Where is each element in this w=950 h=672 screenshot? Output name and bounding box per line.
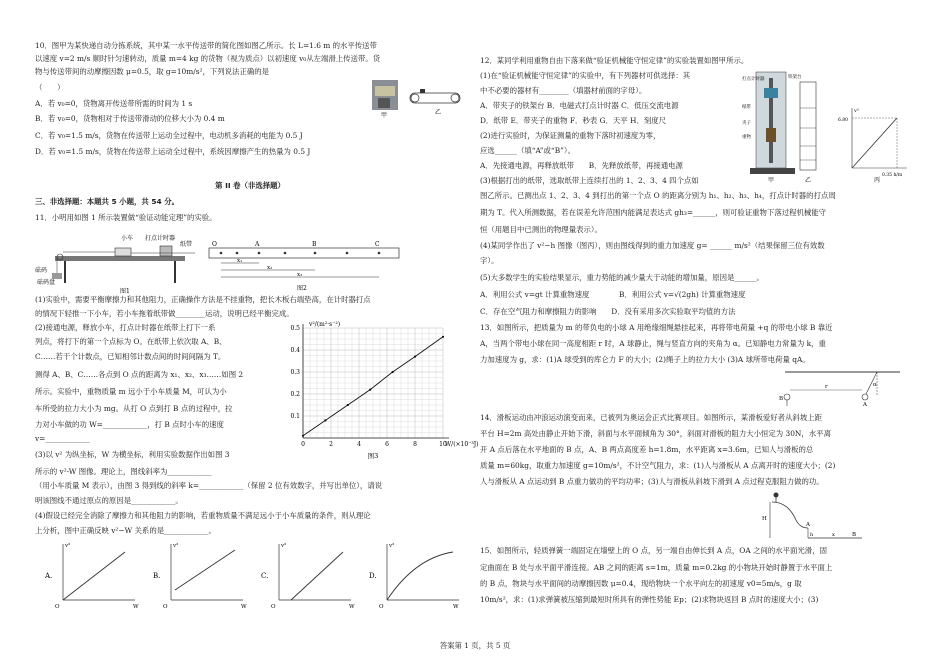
q10-line: 物与传送带间的动摩擦因数 μ=0.5，取 g=10m/s²，下列说法正确的是 [35, 67, 270, 76]
svg-text:B.: B. [153, 572, 161, 580]
svg-text:乙: 乙 [805, 177, 812, 184]
fig-yi-label: 乙 [434, 109, 442, 116]
section3-title: 三、非选择题：本题共 5 小题，共 54 分。 [35, 197, 179, 206]
q10-line: （ ） [35, 83, 65, 92]
q15-line: 15．如图所示，轻质弹簧一端固定在墙壁上的 O 点，另一端自由伸长到 A 点，OA 之间的水平面光滑，固 [480, 546, 827, 555]
q13-line: A，当两个带电小球在同一高度相距 r 时，A 球静止，绳与竖直方向的夹角为 α。已知静电力常量为 k，重 [480, 339, 826, 348]
fig2-caption: 图2 [297, 285, 307, 292]
q11-line: (3)以 v² 为纵坐标，W 为横坐标，利用实验数据作出如图 3 [35, 450, 230, 459]
svg-text:v²: v² [65, 543, 71, 549]
svg-text:h: h [810, 532, 814, 538]
svg-text:0.35 h/m: 0.35 h/m [882, 173, 903, 178]
svg-text:v²: v² [389, 543, 395, 549]
svg-text:O: O [379, 604, 384, 610]
svg-text:O: O [163, 604, 168, 610]
q10-line: 10．图甲为某快递自动分拣系统，其中某一水平传送带的简化图如图乙所示。长 L=1.6 m 的水平传送带 [35, 41, 377, 50]
svg-text:甲: 甲 [768, 177, 775, 184]
q14-line: 人与滑板从 A 点运动到 B 点重力做功的平均功率；(3)人与滑板从斜坡下滑到 A 点过程克服阻力做的功。 [480, 477, 824, 486]
svg-text:C.: C. [261, 572, 269, 580]
x-tick-label: 10 [439, 441, 447, 448]
label-pan: 砝码盘 [37, 279, 56, 286]
q12-line: 应选______（填“A”或“B”）。 [480, 146, 576, 155]
svg-text:r: r [825, 384, 828, 390]
q14-line: 开 A 点后落在水平地面的 B 点，A、B 两点高度差 h=1.8m，水平距离 x=3.6m，已知人与滑板的总 [480, 445, 814, 454]
x-tick-label: 4 [357, 441, 361, 448]
fig-jia-label: 甲 [380, 112, 388, 119]
dim-x2: x₂ [267, 265, 273, 271]
part2-title: 第 II 卷（非选择题） [215, 181, 285, 190]
q11-line: (2)接通电源，释放小车，打点计时器在纸带上打下一系 [35, 323, 216, 332]
data-point [442, 336, 444, 338]
x-tick-label: 0 [301, 441, 305, 448]
q12-line: (2)进行实验时，为保证测量的重物下落时初速度为零， [480, 131, 661, 140]
q12-line: D．纸带 E．带夹子的重物 F．秒表 G．天平 H．刻度尺 [480, 116, 667, 125]
q13-line: 力加速度为 g，求：(1)A 球受到的库仑力 F 的大小；(2)绳子上的拉力大小 (3)A 球所带电荷量 qA。 [480, 355, 810, 364]
q12-line: (3)根据打出的纸带，选取纸带上连续打出的 1、2、3、4 四个点如 [480, 176, 699, 185]
q12-line: (1)在“验证机械能守恒定律”的实验中，有下列器材可供选择：其 [480, 71, 691, 80]
point-c: C [375, 241, 380, 248]
svg-text:D.: D. [369, 572, 377, 580]
q10-option-d: D．若 v₀=1.5 m/s，货物在传送带上运动全过程中，系统因摩擦产生的热量为 0.5 J [35, 147, 311, 156]
svg-text:W: W [133, 604, 139, 610]
q14-line: 平台 H=2m 高处由静止开始下滑，斜面与水平面倾角为 30°，斜面对滑板的阻力大小恒定为 30N，水平离 [480, 429, 831, 438]
page-footer: 答案第 1 页，共 5 页 [439, 641, 511, 650]
q12-line: 恒（用题目中已测出的物理量表示）。 [480, 225, 602, 234]
x-axis-label: W/(×10⁻³J) [445, 441, 479, 448]
label-tape: 纸带 [180, 241, 193, 248]
svg-text:6.80: 6.80 [838, 118, 849, 123]
q10-line: 以速度 v=2 m/s 顺时针匀速转动，质量 m=4 kg 的货物（视为质点）以初速度 v₀从左端滑上传送带。货 [35, 54, 381, 63]
svg-text:v²: v² [854, 108, 859, 114]
q12-line: 中不必要的器材有________（填器材前面的字母）。 [480, 86, 647, 95]
fig1-caption: 图1 [120, 288, 130, 295]
svg-text:重物: 重物 [742, 135, 751, 140]
option-c-graph [261, 542, 355, 610]
svg-text:A: A [863, 402, 867, 408]
svg-text:A: A [806, 522, 810, 528]
chart-caption: 图3 [367, 452, 379, 460]
q11-line: 车所受的拉力大小为 mg。从打 O 点到打 B 点的过程中，拉 [35, 404, 233, 413]
q10-option-a: A．若 v₀=0，货物离开传送带所需的时间为 1 s [35, 99, 193, 108]
x-tick-label: 2 [329, 441, 333, 448]
svg-text:W: W [349, 604, 355, 610]
data-point [414, 356, 416, 358]
q11-line: 所示。实验中，重物质量 m 远小于小车质量 M，可认为小 [35, 387, 227, 396]
q15-line: 的 B 点，物块与水平面间的动摩擦因数 μ=0.4，现给物块一个水平向左的初速度 v0=5m/s，g 取 [480, 579, 802, 588]
svg-text:x: x [832, 532, 835, 538]
dim-x3: x₃ [297, 272, 303, 278]
q11-line: 明该图线不通过原点的原因是____________。 [35, 496, 183, 505]
q11-line: 所示的 v²-W 图像。理论上，图线斜率为____________ [35, 467, 212, 476]
data-point [347, 404, 349, 406]
svg-text:W: W [241, 604, 247, 610]
q11-line: 列点，将打下的第一个点标为 O。在纸带上依次取 A、B、 [35, 337, 227, 346]
q12-line: 期为 T。代入所测数据，若在误差允许范围内能满足表达式 gh₃=______，则可验证重物下落过程机械能守 [480, 208, 827, 217]
q14-line: 14．滑板运动由冲浪运动演变而来，已被列为奥运会正式比赛项目。如图所示，某滑板爱好者从斜坡上距 [480, 413, 822, 422]
q13-figure [765, 368, 905, 408]
q11-line: 测得 A、B、C……各点到 O 点的距离为 x₁、x₂、x₃……如图 2 [35, 370, 244, 379]
q11-line: 力对小车做的功 W=____________，打 B 点时小车的速度 [35, 420, 224, 429]
q12-line: 字）。 [480, 256, 499, 265]
q12-line: 图乙所示。已测出点 1、2、3、4 到打出的第一个点 O 的距离分别为 h₁、h₂、h₃、h₄，打点计时器的打点周 [480, 191, 836, 200]
q11-intro: 11．小明用如图 1 所示装置做“验证动能定理”的实验。 [35, 213, 217, 222]
data-point [392, 371, 394, 373]
y-tick-label: 0.3 [290, 369, 300, 376]
svg-text:O: O [55, 604, 60, 610]
label-timer: 打点计时器 [145, 235, 176, 242]
svg-text:铁架台: 铁架台 [788, 75, 802, 80]
y-tick-label: 0.5 [290, 325, 300, 332]
svg-text:丙: 丙 [874, 177, 881, 184]
q11-line: 的情况下轻推一下小车，若小车拖着纸带做________运动，说明已经平衡完成。 [35, 309, 294, 318]
svg-text:打点计时器: 打点计时器 [742, 77, 765, 82]
q12-line: A．先接通电源，再释放纸带 B．先释放纸带，再接通电源 [480, 161, 683, 170]
q15-line: 定曲面在 B 处与水平面平滑连接。AB 之间的距离 s=1m，质量 m=0.2kg 的小物块开始时静置于水平面上 [480, 563, 833, 572]
y-axis-label: v²/(m²·s⁻²) [309, 321, 341, 328]
svg-text:B: B [779, 396, 784, 402]
q12-line: (5)大多数学生的实验结果显示，重力势能的减少量大于动能的增加量，原因是______。 [480, 273, 764, 282]
q12-line: A．利用公式 v=gt 计算重物速度 B．利用公式 v=√(2gh) 计算重物速度 [480, 290, 746, 299]
y-tick-label: 0.1 [290, 413, 300, 420]
q10-figure [370, 78, 465, 118]
q12-line: (4)某同学作出了 v²−h 图像（图丙），则由图线得到的重力加速度 g= ______ m/s²（结果保留三位有效数 [480, 241, 825, 250]
x-tick-label: 8 [413, 441, 417, 448]
q10-option-c: C．若 v₀=1.5 m/s，货物在传送带上运动全过程中，电动机多消耗的电能为 0.5 J [35, 131, 303, 140]
q11-line: （用小车质量 M 表示），由图 3 得到线的斜率 k=____________（保留 2 位有效数字，并写出单位），请说 [35, 481, 383, 490]
q11-figure2 [207, 238, 407, 296]
q13-line: 13．如图所示，把质量为 m 的带负电的小球 A 用绝缘细绳悬挂起来，再将带电荷量 +q 的带电小球 B 靠近 [480, 323, 833, 332]
label-car: 小车 [121, 235, 134, 242]
q11-line: C……若干个计数点，已知相邻计数点间的时间间隔为 T。 [35, 352, 226, 361]
x-tick-label: 6 [385, 441, 389, 448]
data-point [369, 389, 371, 391]
option-b-graph [153, 542, 247, 610]
svg-text:α: α [873, 382, 877, 388]
q12-apparatus-figure [742, 68, 912, 186]
point-o: O [212, 241, 217, 248]
q11-line: v=____________ [35, 434, 90, 443]
option-a-graph [44, 542, 139, 610]
q12-line: 12．某同学利用重物自由下落来做“验证机械能守恒定律”的实验装置如图甲所示。 [480, 56, 749, 65]
svg-text:B: B [852, 532, 857, 538]
svg-text:纸带: 纸带 [742, 105, 751, 110]
label-weight: 砝码 [35, 267, 48, 274]
svg-text:v²: v² [281, 543, 287, 549]
svg-text:W: W [453, 604, 459, 610]
q15-line: 10m/s²，求：(1)求弹簧被压缩到最短时所具有的弹性势能 Ep；(2)求物块返回 B 点时的速度大小；(3) [480, 595, 819, 604]
y-tick-label: 0.4 [290, 347, 300, 354]
svg-text:夹子: 夹子 [742, 121, 751, 126]
q11-option-graphs [35, 538, 465, 610]
q11-line: (1)实验中，需要平衡摩擦力和其他阻力，正确操作方法是不挂重物，把长木板右端垫高，在计时器打点 [35, 295, 371, 304]
data-point [324, 419, 326, 421]
data-point [302, 435, 304, 437]
point-b: B [312, 241, 317, 248]
q11-line: (4)假设已经完全消除了摩擦力和其他阻力的影响，若重物质量不满足远小于小车质量的条件，则从理论 [35, 511, 371, 520]
v2-w-chart [263, 318, 479, 468]
q12-line: A．带夹子的铁架台 B．电磁式打点计时器 C．低压交流电源 [480, 101, 679, 110]
q11-figure1 [35, 228, 200, 296]
q14-figure [762, 490, 872, 540]
svg-text:v²: v² [173, 543, 179, 549]
q14-line: 质量 m=60kg，取重力加速度 g=10m/s²，不计空气阻力，求：(1)人与滑板从 A 点离开时的速度大小；(2) [480, 461, 836, 470]
svg-text:H: H [762, 516, 767, 522]
svg-text:O: O [271, 604, 276, 610]
y-tick-label: 0.2 [290, 391, 300, 398]
option-d-graph [369, 542, 459, 610]
svg-text:A.: A. [45, 572, 53, 580]
q12-line: C．存在空气阻力和摩擦阻力的影响 D．没有采用多次实验取平均值的方法 [480, 307, 736, 316]
point-a: A [255, 241, 260, 248]
dim-x1: x₁ [237, 258, 243, 264]
q11-line: 上分析，图中正确反映 v²−W 关系的是____________。 [35, 526, 216, 535]
q10-option-b: B．若 v₀=0，货物相对于传送带滑动的位移大小为 0.4 m [35, 114, 225, 123]
